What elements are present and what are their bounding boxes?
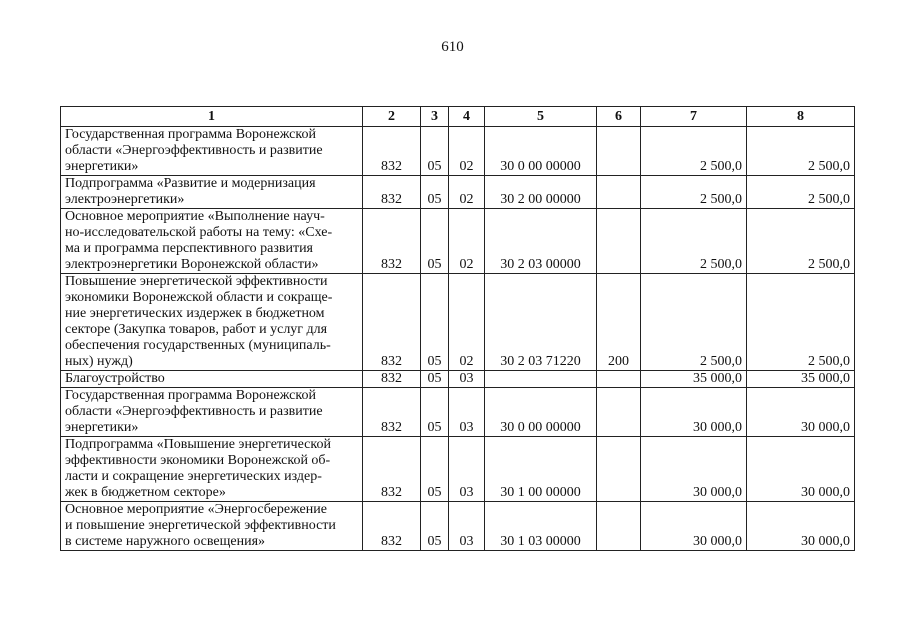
cell-item-name — [61, 274, 363, 371]
cell-amount-1: 30 000,0 — [641, 388, 747, 437]
item-name-line: секторе (Закупка товаров, работ и услуг для — [65, 322, 328, 337]
item-name-line: Основное мероприятие «Выполнение науч- — [65, 209, 325, 224]
item-name-line: ние энергетических издержек в бюджетном — [65, 306, 325, 321]
cell-expense-type: 200 — [597, 274, 641, 371]
cell-section: 05 — [421, 502, 449, 551]
item-name-line: но-исследовательской работы на тему: «Схе- — [65, 225, 333, 240]
cell-amount-1: 35 000,0 — [641, 371, 747, 388]
cell-amount-1: 2 500,0 — [641, 209, 747, 274]
cell-target-article — [485, 371, 597, 388]
cell-ministry: 832 — [363, 274, 421, 371]
item-name-line: ных) нужд) — [65, 354, 133, 369]
header-cell: 3 — [421, 107, 449, 127]
cell-ministry: 832 — [363, 388, 421, 437]
cell-target-article: 30 2 00 00000 — [485, 176, 597, 209]
cell-amount-2: 2 500,0 — [747, 127, 855, 176]
cell-subsection: 03 — [449, 502, 485, 551]
item-name-line: Повышение энергетической эффективности — [65, 274, 328, 289]
cell-target-article: 30 1 03 00000 — [485, 502, 597, 551]
table-row — [61, 127, 855, 176]
cell-section: 05 — [421, 437, 449, 502]
cell-target-article: 30 0 00 00000 — [485, 388, 597, 437]
header-cell: 4 — [449, 107, 485, 127]
cell-amount-2: 2 500,0 — [747, 209, 855, 274]
table-header-row — [61, 107, 855, 127]
item-name-line: экономики Воронежской области и сокраще- — [65, 290, 333, 305]
cell-subsection: 02 — [449, 127, 485, 176]
item-name-line: Основное мероприятие «Энергосбережение — [65, 502, 327, 517]
cell-amount-2: 2 500,0 — [747, 274, 855, 371]
cell-expense-type — [597, 127, 641, 176]
cell-item-name — [61, 388, 363, 437]
cell-amount-2: 30 000,0 — [747, 388, 855, 437]
cell-amount-1: 2 500,0 — [641, 127, 747, 176]
cell-expense-type — [597, 209, 641, 274]
cell-target-article: 30 0 00 00000 — [485, 127, 597, 176]
cell-ministry: 832 — [363, 176, 421, 209]
cell-ministry: 832 — [363, 127, 421, 176]
cell-expense-type — [597, 176, 641, 209]
cell-item-name — [61, 176, 363, 209]
item-name-line: ласти и сокращение энергетических издер- — [65, 469, 322, 484]
cell-ministry: 832 — [363, 437, 421, 502]
table-row — [61, 437, 855, 502]
item-name-line: Благоустройство — [65, 371, 165, 386]
item-name-line: энергетики» — [65, 420, 139, 435]
item-name-line: эффективности экономики Воронежской об- — [65, 453, 331, 468]
cell-subsection: 02 — [449, 274, 485, 371]
cell-subsection: 03 — [449, 371, 485, 388]
cell-section: 05 — [421, 371, 449, 388]
cell-subsection: 03 — [449, 388, 485, 437]
cell-item-name — [61, 371, 363, 388]
cell-amount-2: 2 500,0 — [747, 176, 855, 209]
table-row — [61, 388, 855, 437]
budget-table — [60, 106, 855, 551]
cell-amount-2: 30 000,0 — [747, 502, 855, 551]
cell-expense-type — [597, 388, 641, 437]
table-row — [61, 209, 855, 274]
table-row — [61, 502, 855, 551]
cell-target-article: 30 2 03 00000 — [485, 209, 597, 274]
item-name-line: электроэнергетики Воронежской области» — [65, 257, 319, 272]
cell-item-name — [61, 209, 363, 274]
cell-target-article: 30 2 03 71220 — [485, 274, 597, 371]
cell-expense-type — [597, 371, 641, 388]
page-number: 610 — [441, 39, 464, 55]
cell-amount-2: 30 000,0 — [747, 437, 855, 502]
cell-subsection: 02 — [449, 209, 485, 274]
item-name-line: Подпрограмма «Повышение энергетической — [65, 437, 331, 452]
cell-section: 05 — [421, 209, 449, 274]
cell-ministry: 832 — [363, 209, 421, 274]
table-row — [61, 274, 855, 371]
item-name-line: энергетики» — [65, 159, 139, 174]
cell-section: 05 — [421, 127, 449, 176]
cell-amount-2: 35 000,0 — [747, 371, 855, 388]
table-row — [61, 371, 855, 388]
header-cell: 6 — [597, 107, 641, 127]
cell-item-name — [61, 437, 363, 502]
cell-expense-type — [597, 502, 641, 551]
cell-target-article: 30 1 00 00000 — [485, 437, 597, 502]
header-cell: 7 — [641, 107, 747, 127]
header-cell: 5 — [485, 107, 597, 127]
cell-item-name — [61, 502, 363, 551]
cell-ministry: 832 — [363, 502, 421, 551]
item-name-line: ма и программа перспективного развития — [65, 241, 314, 256]
cell-expense-type — [597, 437, 641, 502]
cell-subsection: 02 — [449, 176, 485, 209]
header-cell: 8 — [747, 107, 855, 127]
item-name-line: области «Энергоэффективность и развитие — [65, 404, 323, 419]
table-row — [61, 176, 855, 209]
item-name-line: области «Энергоэффективность и развитие — [65, 143, 323, 158]
cell-section: 05 — [421, 274, 449, 371]
item-name-line: электроэнергетики» — [65, 192, 185, 207]
cell-amount-1: 30 000,0 — [641, 437, 747, 502]
cell-ministry: 832 — [363, 371, 421, 388]
item-name-line: Государственная программа Воронежской — [65, 127, 316, 142]
header-cell: 1 — [61, 107, 363, 127]
cell-section: 05 — [421, 176, 449, 209]
item-name-line: жек в бюджетном секторе» — [65, 485, 226, 500]
item-name-line: обеспечения государственных (муниципаль- — [65, 338, 331, 353]
item-name-line: и повышение энергетической эффективности — [65, 518, 336, 533]
cell-amount-1: 30 000,0 — [641, 502, 747, 551]
header-cell: 2 — [363, 107, 421, 127]
cell-item-name — [61, 127, 363, 176]
item-name-line: Государственная программа Воронежской — [65, 388, 316, 403]
cell-subsection: 03 — [449, 437, 485, 502]
cell-amount-1: 2 500,0 — [641, 274, 747, 371]
item-name-line: Подпрограмма «Развитие и модернизация — [65, 176, 316, 191]
cell-section: 05 — [421, 388, 449, 437]
cell-amount-1: 2 500,0 — [641, 176, 747, 209]
table-body — [61, 127, 855, 551]
item-name-line: в системе наружного освещения» — [65, 534, 266, 549]
